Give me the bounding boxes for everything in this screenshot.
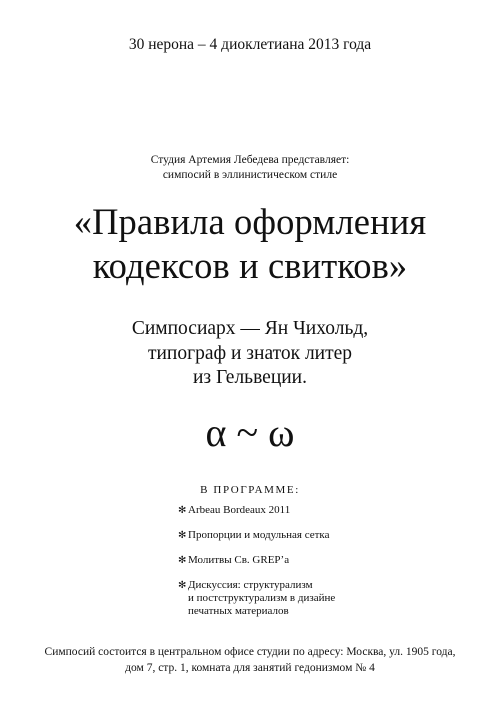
program-item <box>178 579 428 618</box>
event-title <box>0 200 500 288</box>
program-heading: В ПРОГРАММЕ: <box>200 484 300 496</box>
asterisk-bullet-icon: ✻ <box>178 580 187 591</box>
asterisk-bullet-icon: ✻ <box>178 555 187 566</box>
alpha-omega-emblem: α ~ ω <box>205 410 295 455</box>
footer-line: Симпосий состоится в центральном офисе студии по адресу: Москва, ул. 1905 года, <box>44 646 456 658</box>
leader-line: из Гельвеции. <box>192 367 307 388</box>
footer-line: дом 7, стр. 1, комната для занятий гедонизмом № 4 <box>125 661 375 674</box>
program-item-text: и постструктурализм в дизайне <box>188 592 336 604</box>
leader-line: Симпосиарх — Ян Чихольд, <box>131 318 369 339</box>
program-item-text: Arbeau Bordeaux 2011 <box>188 504 291 516</box>
symposiarch-text <box>0 317 500 391</box>
program-item <box>178 554 428 567</box>
program-item <box>178 529 428 542</box>
program-list <box>178 504 428 630</box>
intro-line: Студия Артемия Лебедева представляет: <box>150 154 350 166</box>
program-item-text: Молитвы Св. GREP’а <box>188 554 290 566</box>
asterisk-bullet-icon: ✻ <box>178 505 187 516</box>
intro-text <box>0 153 500 183</box>
title-line: «Правила оформления <box>73 201 427 242</box>
venue-footer <box>0 645 500 676</box>
event-date: 30 нерона – 4 диоклетиана 2013 года <box>128 36 372 53</box>
program-item-text: печатных материалов <box>188 605 289 617</box>
intro-line: симпосий в эллинистическом стиле <box>162 169 338 181</box>
program-item-text: Дискуссия: структурализм <box>188 579 313 591</box>
title-line: кодексов и свитков» <box>92 245 408 286</box>
program-item-text: Пропорции и модульная сетка <box>188 529 330 541</box>
asterisk-bullet-icon: ✻ <box>178 530 187 541</box>
program-item <box>178 504 428 517</box>
leader-line: типограф и знаток литер <box>147 342 353 364</box>
